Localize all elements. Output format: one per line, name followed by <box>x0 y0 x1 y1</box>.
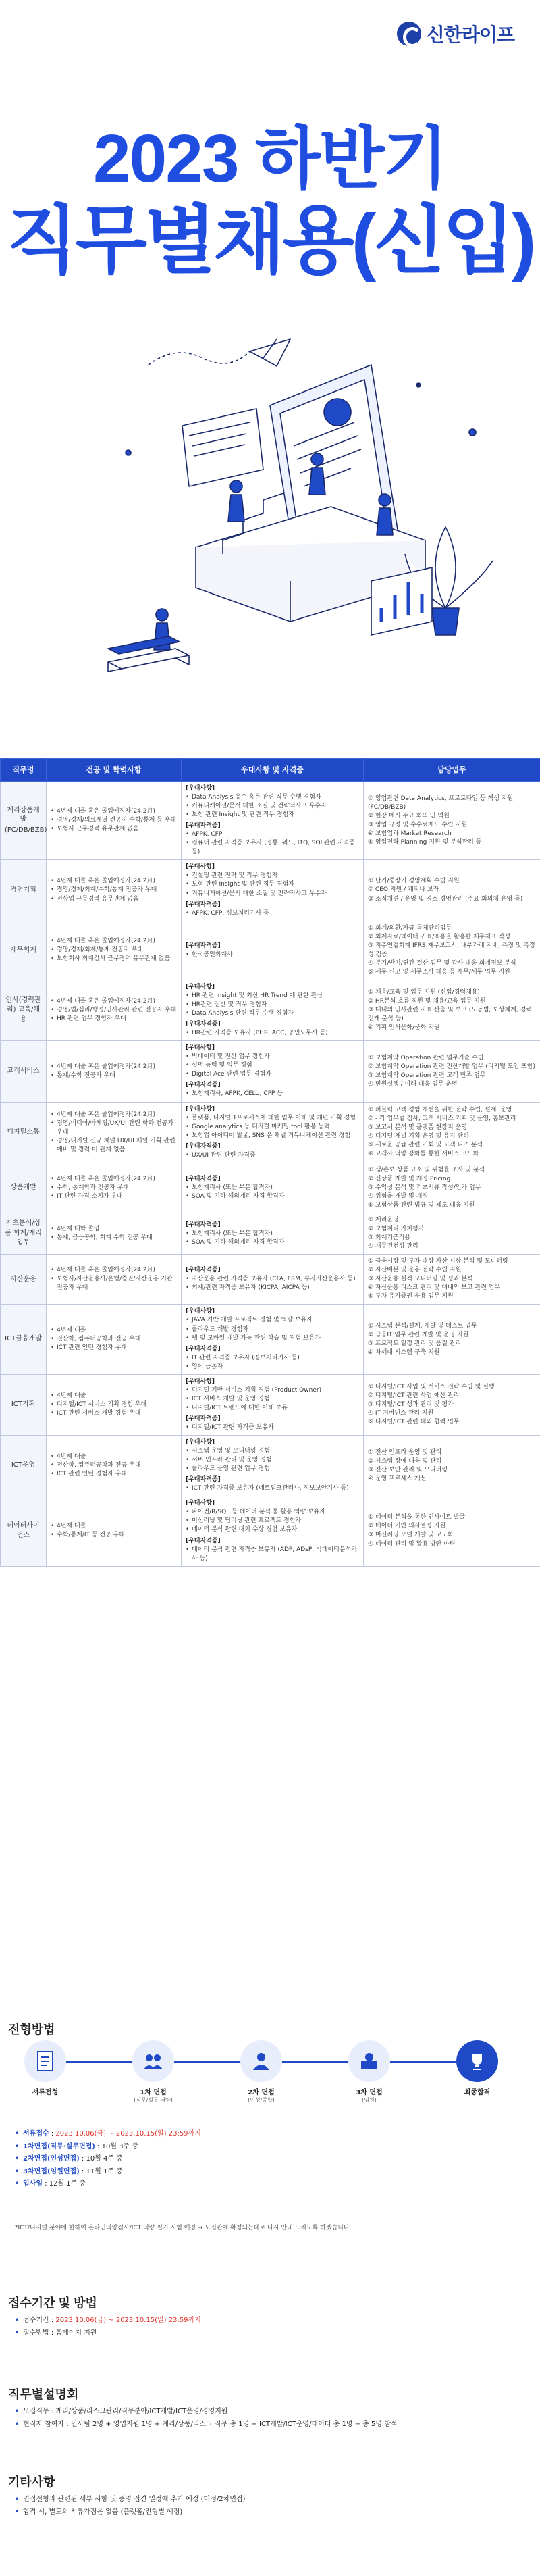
duty-item: ③ 보고서 분석 및 플랫폼 현장지 운영 <box>368 1124 467 1132</box>
apply-item: • 접수기간 : 2023.10.06(금) ~ 2023.10.15(일) 23:59까지 <box>15 2314 528 2327</box>
duty-item: ③ 조직개편 / 운영 및 경스 경영관리 (주요 회의체 운영 등) <box>368 895 523 903</box>
job-name-cell: 기초분석/상품 회계/계리업무 <box>1 1213 47 1255</box>
duty-item: ② HR분석 흐름 직원 및 채용/교육 업무 지원 <box>368 998 486 1005</box>
preference-item: • 설명 능력 및 업무 경험 <box>186 1061 359 1070</box>
duty-cell <box>364 921 540 980</box>
duty-item: ① 영업관련 Data Analytics, 프로토타입 등 책생 지원 (FC/DB/BZB) <box>368 794 514 811</box>
major-item: • 4년제 대졸 혹은 졸업예정자(24.2月) <box>51 1063 177 1071</box>
duty-item: ② 시스템 장애 대응 및 관리 <box>368 1457 442 1465</box>
schedule-item: • 1차면접(직무·실무면접) : 10월 3주 중 <box>15 2141 528 2154</box>
job-name-cell: 자산운용 <box>1 1255 47 1305</box>
preference-item: • HR관련 전반 및 직무 경험자 <box>186 1001 359 1009</box>
preference-heading: [우대자격증] <box>186 942 221 949</box>
duty-item: ④ 재무건전성 관리 <box>368 1243 418 1251</box>
preference-heading: [우대사항] <box>186 863 215 871</box>
preference-item: • 컨설팅 관련 전략 및 직무 경험자 <box>186 872 359 880</box>
table-row <box>1 1163 540 1213</box>
preference-heading: [우대사항] <box>186 785 215 792</box>
major-cell <box>47 1305 182 1374</box>
major-item: • 경영/디지털 신규 채널 UX/UI 채널 기획 관련 예비 및 경력 미 관계 없음 <box>51 1137 177 1155</box>
duty-item: ① 금융시장 및 투자 대상 자산 시장 분석 및 모니터링 <box>368 1258 508 1265</box>
duty-item: ④ 디지털 채널 기획 운영 및 유지 관리 <box>368 1133 469 1140</box>
duty-item: ② 신상품 개발 및 개정 Pricing <box>368 1175 451 1182</box>
preference-heading: [우대자격증] <box>186 1345 221 1353</box>
job-name-cell: 경영기획 <box>1 860 47 921</box>
duty-item: ⑤ 새로운 공급 관련 기회 및 고객 니즈 분석 <box>368 1142 483 1149</box>
duty-item: ④ 민원실행 / 미래 대응 업무 운영 <box>368 1080 458 1088</box>
major-item: • 보험사/자산운용사/은행/증권/자산운용 기관 전공자 우대 <box>51 1275 177 1292</box>
major-item: • ICT 관련 인턴 경험자 우대 <box>51 1344 177 1353</box>
preference-item: • 영어 능통자 <box>186 1363 359 1371</box>
table-row <box>1 1374 540 1435</box>
duty-item: ③ 자산운용 실적 모니터링 및 성과 분석 <box>368 1276 473 1283</box>
table-row <box>1 1255 540 1305</box>
hero-illustration <box>68 324 506 730</box>
major-item: • 경영/경제/의료계열 전공자 수학/통계 등 우대 <box>51 816 177 825</box>
step-label: 최종합격 <box>464 2089 491 2096</box>
preference-item: • 웹 및 모바일 개발 가능 관련 학습 및 경험 보유자 <box>186 1334 359 1343</box>
table-row <box>1 1305 540 1374</box>
preference-heading: [우대자격증] <box>186 1082 221 1089</box>
schedule-item: • 3차면접(임원면접) : 11월 1주 중 <box>15 2166 528 2179</box>
duty-item: ③ 수익성 분석 및 기초서류 작성/인가 업무 <box>368 1184 481 1191</box>
preference-cell <box>182 1041 364 1102</box>
preference-item: • 보험업 아이디어 발굴, SNS 온 채널 커뮤니케이션 관련 경험 <box>186 1132 359 1140</box>
duty-cell <box>364 1496 540 1566</box>
major-item: • ICT 관련 인턴 경험자 우대 <box>51 1470 177 1479</box>
duty-item: ① 퍼블릭 고객 경험 개선을 위한 전략 수립, 설계, 운영 <box>368 1107 512 1113</box>
major-item: • 수학, 통계학과 전공자 우대 <box>51 1184 177 1192</box>
step-sub: (인성/종합) <box>248 2097 275 2103</box>
major-item: • IT 관련 자격 소지자 우대 <box>51 1192 177 1201</box>
duty-item: ② CEO 지원 / 캐피나 보좌 <box>368 886 439 894</box>
step-final <box>440 2040 514 2096</box>
preference-item: • SOA 및 기타 해외계리 자격 합격자 <box>186 1238 359 1247</box>
preference-heading: [우대자격증] <box>186 1476 221 1484</box>
table-row <box>1 1496 540 1566</box>
major-cell <box>47 1374 182 1435</box>
duty-item: ① 단기/중장기 경영계획 수립 지원 <box>368 878 460 885</box>
duty-item: ⑤ 투자 유가증권 운용 업무 지원 <box>368 1293 454 1300</box>
table-row <box>1 1102 540 1163</box>
table-row <box>1 860 540 921</box>
job-name-cell: 재무회계 <box>1 921 47 980</box>
preference-cell <box>182 1305 364 1374</box>
duty-item: ③ 전산 보안 관리 및 모니터링 <box>368 1466 448 1473</box>
preference-item: • 보험계리사 (또는 부분 합격자) <box>186 1184 359 1192</box>
major-cell <box>47 1041 182 1102</box>
schedule-item: • 입사일 : 12월 1주 중 <box>15 2178 528 2191</box>
job-name-cell: 인사(경력관리) 교육/채용 <box>1 980 47 1040</box>
duty-item: ③ 프로젝트 일정 관리 및 품질 관리 <box>368 1340 462 1347</box>
duty-item: ④ 위험률 개발 및 개정 <box>368 1192 429 1200</box>
duty-item: ① 생/손보 상품 요소 및 위험률 조사 및 분석 <box>368 1166 485 1173</box>
major-cell <box>47 1163 182 1213</box>
preference-item: • 디지털/ICT 관련 자격증 보유자 <box>186 1423 359 1432</box>
seminar-item: • 모집직무 : 계리/상품/리스크관리/직무분야/ICT개발/ICT운영/경영지원 <box>15 2405 528 2418</box>
preference-item: • 회계/관련 자격증 보유자 (KICPA, AICPA 등) <box>186 1284 359 1292</box>
step-interview-3 <box>332 2040 406 2104</box>
preference-item: • ICT 서비스 개발 및 운영 경험 <box>186 1395 359 1404</box>
table-row <box>1 782 540 860</box>
brand-name: 신한라이프 <box>426 24 514 45</box>
interview-icon <box>132 2040 174 2082</box>
major-item: • 4년제 대졸 <box>51 1326 177 1335</box>
preference-cell <box>182 921 364 980</box>
brand-logo[interactable] <box>397 20 514 47</box>
job-table <box>0 758 540 1567</box>
preference-item: • SOA 및 기타 해외계리 자격 합격자 <box>186 1192 359 1201</box>
table-body <box>1 782 540 1567</box>
trophy-icon <box>456 2040 498 2082</box>
preference-heading: [우대사항] <box>186 1105 215 1113</box>
preference-item: • 시스템 운영 및 모니터링 경험 <box>186 1447 359 1456</box>
major-cell <box>47 1496 182 1566</box>
table-row <box>1 1436 540 1496</box>
preference-item: • HR관련 자격증 보유자 (PHR, ACC, 공인노무사 등) <box>186 1029 359 1038</box>
duty-item: ③ 머신러닝 모델 개발 및 고도화 <box>368 1532 454 1539</box>
duty-item: ④ 분기/반기/연간 결산 업무 및 감사 대응 회계정보 분석 <box>368 959 516 967</box>
major-item: • 4년제 대졸 혹은 졸업예정자(24.2月) <box>51 997 177 1006</box>
major-item: • 경영/경제/회계/수학/통계 전공자 우대 <box>51 886 177 894</box>
major-item: • 전상업 근무경력 유무관계 없음 <box>51 895 177 904</box>
major-item: • 수학/통계/IT 등 전공 우대 <box>51 1531 177 1540</box>
duty-cell <box>364 1305 540 1374</box>
duty-item: ⑤ 보험상품 관련 법규 및 제도 대응 지원 <box>368 1201 475 1209</box>
preference-cell <box>182 1213 364 1255</box>
step-interview-1 <box>116 2040 190 2104</box>
duty-item: ③ 디지털/ICT 성과 관리 및 평가 <box>368 1400 454 1408</box>
seminar-list <box>15 2405 528 2431</box>
preference-item: • 데이터 분석 관련 대회 수상 경험 보유자 <box>186 1525 359 1534</box>
process-steps <box>8 2040 532 2115</box>
schedule-item: • 서류접수 : 2023.10.06(금) ~ 2023.10.15(일) 23:59까지 <box>15 2128 528 2141</box>
etc-item: • 면접전형과 관련된 세부 사항 및 증명 접견 일정에 추가 예정 (미정/2차면접) <box>15 2493 528 2506</box>
document-icon <box>24 2040 66 2082</box>
duty-cell <box>364 1041 540 1102</box>
preference-item: • 디지털 기반 서비스 기획 경험 (Product Owner) <box>186 1386 359 1395</box>
preference-heading: [우대자격증] <box>186 1175 221 1182</box>
preference-item: • 한국공인회계사 <box>186 951 359 959</box>
duty-item: ② 보험계약 Operation 관련 전산개발 업무 (디지털 도입 포함) <box>368 1063 535 1070</box>
preference-item: • 머신러닝 및 딥러닝 관련 프로젝트 경험자 <box>186 1517 359 1525</box>
preference-item: • AFPK, CFP <box>186 830 359 839</box>
preference-heading: [우대자격증] <box>186 1021 221 1028</box>
preference-item: • 클라우드 개발 경험자 <box>186 1325 359 1334</box>
duty-item: ④ IT 거버넌스 관리 지원 <box>368 1409 434 1417</box>
header-duty: 담당업무 <box>364 759 540 782</box>
schedule-note: *ICT/디지털 분야에 한하여 온라인역량검사/ICT 역량 필기 시험 예정 → 모집관에 확정되는대로 다시 안내 드리도록 하겠습니다. <box>15 2225 352 2231</box>
preference-item: • 보험계리사 (또는 부분 합격자) <box>186 1230 359 1238</box>
step-label: 3차 면접 <box>356 2089 383 2096</box>
duty-cell <box>364 1163 540 1213</box>
major-item: • HR 관련 업무 경험자 우대 <box>51 1015 177 1024</box>
preference-heading: [우대자격증] <box>186 1221 221 1228</box>
interview-icon <box>240 2040 282 2082</box>
job-name-cell: 데이터사이언스 <box>1 1496 47 1566</box>
duty-item: ② 회계자료/데이터 귀표/표용을 활용한 재무제표 작성 <box>368 933 511 940</box>
job-name-cell: ICT운영 <box>1 1436 47 1496</box>
process-title: 전형방법 <box>8 2023 55 2036</box>
seminar-title: 직무별설명회 <box>8 2388 79 2401</box>
monitor-icon <box>182 409 263 486</box>
preference-item: • 자산운용 관련 자격증 보유자 (CFA, FRM, 투자자산운용사 등) <box>186 1275 359 1284</box>
major-item: • 4년제 대졸 혹은 졸업예정자(24.2月) <box>51 937 177 946</box>
duty-item: ④ 데이터 관리 및 활용 방안 마련 <box>368 1540 456 1548</box>
major-item: • 보험사 근무경력 유무관계 없음 <box>51 825 177 834</box>
title-line-2: 직무별채용(신입) <box>6 199 534 282</box>
step-sub: (임원) <box>362 2097 377 2103</box>
major-item: • 4년제 대졸 혹은 졸업예정자(24.2月) <box>51 1175 177 1184</box>
header-major: 전공 및 학력사항 <box>47 759 182 782</box>
major-item: • ICT 관련 서비스 개발 경험 우대 <box>51 1409 177 1418</box>
major-item: • 4년제 대졸 <box>51 1453 177 1461</box>
major-item: • 4년제 대학 졸업 <box>51 1225 177 1234</box>
major-cell <box>47 860 182 921</box>
apply-item: • 접수방법 : 홈페이지 지원 <box>15 2327 528 2340</box>
apply-title: 접수기간 및 방법 <box>8 2296 97 2310</box>
duty-item: ④ 보험업과 Market Research <box>368 830 452 837</box>
preference-heading: [우대사항] <box>186 1439 215 1446</box>
preference-item: • 클라우드 운영 관련 업무 경험 <box>186 1465 359 1473</box>
preference-item: • 커뮤니케이션/문서 대한 소질 및 전략적사고 우수자 <box>186 890 359 899</box>
job-name-cell: 고객서비스 <box>1 1041 47 1102</box>
etc-list <box>15 2493 528 2519</box>
duty-item: ⑥ 고객사 역량 강화를 통한 서비스 고도화 <box>368 1151 479 1158</box>
table-row <box>1 921 540 980</box>
duty-item: ② 보험계리 가치평가 <box>368 1226 425 1233</box>
major-cell <box>47 921 182 980</box>
preference-cell <box>182 1255 364 1305</box>
major-item: • 보험회사 회계감사 근무경력 유무관계 없음 <box>51 955 177 963</box>
major-cell <box>47 1436 182 1496</box>
job-name-cell: ICT기획 <box>1 1374 47 1435</box>
duty-item: ④ 차세대 시스템 구축 지원 <box>368 1348 440 1356</box>
preference-heading: [우대자격증] <box>186 822 221 830</box>
duty-item: ① 채용/교육 및 업무 지원 (신입/경력채용) <box>368 988 480 996</box>
preference-heading: [우대자격증] <box>186 1142 221 1150</box>
duty-cell <box>364 1102 540 1163</box>
executive-icon <box>348 2040 390 2082</box>
step-label: 2차 면접 <box>248 2089 275 2096</box>
preference-heading: [우대자격증] <box>186 1267 221 1274</box>
preference-item: • 플랫폼, 디지털 1프로세스에 대한 업무 이해 및 개편 기획 경험 <box>186 1114 359 1123</box>
major-cell <box>47 1255 182 1305</box>
duty-item: ③ 보험계약 Operation 관련 고객 만족 업무 <box>368 1071 486 1079</box>
duty-item: ③ 회계기준적용 <box>368 1234 411 1242</box>
duty-cell <box>364 1213 540 1255</box>
step-interview-2 <box>224 2040 298 2104</box>
schedule-list <box>15 2128 528 2191</box>
major-item: • 디지털/ICT 서비스 기획 경험 우대 <box>51 1400 177 1409</box>
duty-item: ③ 지주연결회계 IFRS 재무보고서, 내부가레 지배, 측정 및 측정성 검증 <box>368 942 535 958</box>
duty-item: ③ 영업 규정 및 수수료제도 수립 지원 <box>368 821 467 828</box>
duty-cell <box>364 782 540 860</box>
major-item: • 4년제 대졸 혹은 졸업예정자(24.2月) <box>51 877 177 886</box>
duty-item: ① 계리운영 <box>368 1217 399 1224</box>
preference-item: • 보험계리사, AFPK, CELU, CFP 등 <box>186 1090 359 1098</box>
major-item: • 4년제 대졸 <box>51 1392 177 1400</box>
preference-item: • 보험 관련 Insight 및 관련 직무 경험자 <box>186 880 359 889</box>
duty-cell <box>364 980 540 1040</box>
duty-cell <box>364 1255 540 1305</box>
duty-item: ① 데이터 분석을 통한 인사이트 발굴 <box>368 1514 466 1521</box>
duty-item: ① 보험계약 Operation 관련 업무기준 수립 <box>368 1054 484 1061</box>
etc-item: • 합격 시, 별도의 서류가점은 없음 (플렛폼/전형별 예정) <box>15 2506 528 2519</box>
preference-heading: [우대사항] <box>186 1308 215 1315</box>
preference-heading: [우대사항] <box>186 983 215 990</box>
job-name-cell: ICT금융개발 <box>1 1305 47 1374</box>
preference-item: • 서버 인프라 관리 및 운영 경험 <box>186 1456 359 1465</box>
preference-item: • Digital Ace 관련 업무 경험자 <box>186 1070 359 1079</box>
duty-item: ② - 각 업무별 검사, 고객 서비스 기획 및 운영, 홍보관리 <box>368 1115 516 1123</box>
header-pref: 우대사항 및 자격증 <box>182 759 364 782</box>
etc-title: 기타사항 <box>8 2475 55 2489</box>
job-name-cell: 계리상품개발(FC/DB/BZB) <box>1 782 47 860</box>
preference-cell <box>182 782 364 860</box>
major-cell <box>47 1213 182 1255</box>
duty-item: ② 데이터 기반 의사결정 지원 <box>368 1523 446 1530</box>
step-document <box>8 2040 82 2096</box>
preference-item: • UX/UI 관련 관련 자격증 <box>186 1151 359 1160</box>
preference-cell <box>182 1496 364 1566</box>
preference-item: • ICT 관련 자격증 보유자 (네트워크관리사, 정보보안기사 등) <box>186 1484 359 1493</box>
duty-item: ④ 운영 프로세스 개선 <box>368 1475 427 1482</box>
step-label: 1차 면접 <box>140 2089 167 2096</box>
major-item: • 전산학, 컴퓨터공학과 전공 우대 <box>51 1335 177 1344</box>
table-row <box>1 1041 540 1102</box>
duty-item: ② 금융IT 업무 관련 개발 및 운영 지원 <box>368 1331 469 1338</box>
duty-item: ④ 기획 인사문화/문화 지원 <box>368 1024 440 1032</box>
preference-cell <box>182 1436 364 1496</box>
preference-item: • 컴퓨터 관련 자격증 보유자 (정통, 워드, ITQ, SQL관련 자격증 등) <box>186 839 359 857</box>
major-item: • 통계/수학 전공자 우대 <box>51 1071 177 1080</box>
preference-cell <box>182 1102 364 1163</box>
preference-heading: [우대자격증] <box>186 1537 221 1544</box>
duty-item: ① 시스템 분석/설계, 개발 및 테스트 업무 <box>368 1322 477 1330</box>
job-name-cell: 상품개발 <box>1 1163 47 1213</box>
duty-item: ⑤ 영업전략 Planning 지원 및 분석관리 등 <box>368 838 482 846</box>
job-table-section <box>0 758 540 2008</box>
preference-heading: [우대사항] <box>186 1044 215 1052</box>
duty-item: ⑤ 세무 신고 및 세무조사 대응 등 재무/세무 업무 지원 <box>368 968 510 976</box>
major-item: • 경영/미디어/마케팅/UX/UI 관련 학과 전공자 우대 <box>51 1119 177 1137</box>
preference-cell <box>182 980 364 1040</box>
major-item: • 통계, 금융공학, 회계 수학 전공 우대 <box>51 1234 177 1242</box>
preference-item: • 디지털/ICT 트렌드에 대한 이해 보유 <box>186 1404 359 1413</box>
duty-cell <box>364 1436 540 1496</box>
preference-item: • 커뮤니케이션/문서 대한 소질 및 전략적사고 우수자 <box>186 802 359 811</box>
major-item: • 4년제 대졸 혹은 졸업예정자(24.2月) <box>51 1266 177 1275</box>
step-sub: (직무/실무 역량) <box>134 2097 173 2103</box>
duty-item: ③ 대내외 인사관련 지표 산출 및 보고 (노동법, 보상체계, 경력전개 분석 등) <box>368 1007 533 1023</box>
preference-heading: [우대자격증] <box>186 1415 221 1422</box>
duty-item: ② 현장 메시 주요 회의 인 억원 <box>368 812 450 819</box>
major-item: • 4년제 대졸 <box>51 1522 177 1531</box>
duty-item: ① 전산 인프라 운영 및 관리 <box>368 1448 442 1456</box>
preference-cell <box>182 860 364 921</box>
major-cell <box>47 782 182 860</box>
table-row <box>1 980 540 1040</box>
paper-plane-icon <box>250 339 290 366</box>
duty-item: ① 회계/외환/자금 특체관리업무 <box>368 924 452 932</box>
major-item: • 경영/경제/회계/통계 전공자 우대 <box>51 946 177 955</box>
duty-item: ② 디지털/ICT 관련 사업 예산 관리 <box>368 1392 460 1399</box>
preference-item: • JAVA 기반 개발 프로젝트 경험 및 역량 보유자 <box>186 1316 359 1325</box>
seminar-item: • 현직자 참여자 : 인사팀 2명 + 영업지원 1명 + 계리/상품/리스크 직무 총 1명 + ICT개발/ICT운영/데이터 총 1명 = 총 5명 참석 <box>15 2418 528 2431</box>
title-line-1: 2023 하반기 <box>92 121 448 197</box>
hero-section <box>0 0 540 750</box>
page-title <box>0 122 540 282</box>
header-job: 직무명 <box>1 759 47 782</box>
brand-mark-icon <box>397 22 421 46</box>
preference-item: • IT 관련 자격증 보유자 (정보처리기사 등) <box>186 1354 359 1363</box>
preference-heading: [우대사항] <box>186 1500 215 1507</box>
duty-item: ② 자산배분 및 운용 전략 수립 지원 <box>368 1267 462 1274</box>
major-item: • 경영/법/심리/행정/인사관리 관련 전공자 우대 <box>51 1006 177 1015</box>
preference-item: • 빅데이터 및 전산 업무 경험자 <box>186 1053 359 1061</box>
duty-item: ④ 자산운용 리스크 관리 및 대내외 보고 관련 업무 <box>368 1284 501 1292</box>
duty-item: ⑤ 디지털/ICT 관련 대외 협력 업무 <box>368 1418 460 1425</box>
preference-item: • 데이터 분석 관련 자격증 보유자 (ADP, ADsP, 빅데이터분석기사 등) <box>186 1546 359 1563</box>
schedule-item: • 2차면접(인성면접) : 10월 4주 중 <box>15 2153 528 2166</box>
preference-cell <box>182 1374 364 1435</box>
step-label: 서류전형 <box>32 2089 59 2096</box>
preference-cell <box>182 1163 364 1213</box>
preference-item: • 파이썬/R/SQL 등 데이터 분석 툴 활용 역량 보유자 <box>186 1508 359 1517</box>
preference-item: • Google analytics 등 디지털 마케팅 tool 활용 능력 <box>186 1123 359 1132</box>
major-cell <box>47 980 182 1040</box>
job-name-cell: 디지털소통 <box>1 1102 47 1163</box>
major-item: • 전산학, 컴퓨터공학과 전공 우대 <box>51 1461 177 1470</box>
major-item: • 4년제 대졸 혹은 졸업예정자(24.2月) <box>51 807 177 816</box>
preference-item: • AFPK, CFP, 정보처리기사 등 <box>186 909 359 918</box>
apply-list <box>15 2314 528 2340</box>
preference-item: • Data Analysis 유수 혹은 관련 직무 수행 경험자 <box>186 793 359 802</box>
duty-item: ① 디지털/ICT 사업 및 서비스 전략 수립 및 실행 <box>368 1383 495 1390</box>
preference-item: • Data Analysis 관련 직무 수행 경험자 <box>186 1009 359 1018</box>
duty-cell <box>364 860 540 921</box>
duty-cell <box>364 1374 540 1435</box>
preference-item: • HR 관련 Insight 및 최신 HR Trend 에 관한 관심 <box>186 992 359 1001</box>
preference-heading: [우대자격증] <box>186 901 221 908</box>
major-cell <box>47 1102 182 1163</box>
table-header-row <box>1 759 540 782</box>
preference-heading: [우대사항] <box>186 1378 215 1385</box>
table-row <box>1 1213 540 1255</box>
preference-item: • 보험 관련 Insight 및 관련 직무 경험자 <box>186 811 359 819</box>
major-item: • 4년제 대졸 혹은 졸업예정자(24.2月) <box>51 1111 177 1119</box>
